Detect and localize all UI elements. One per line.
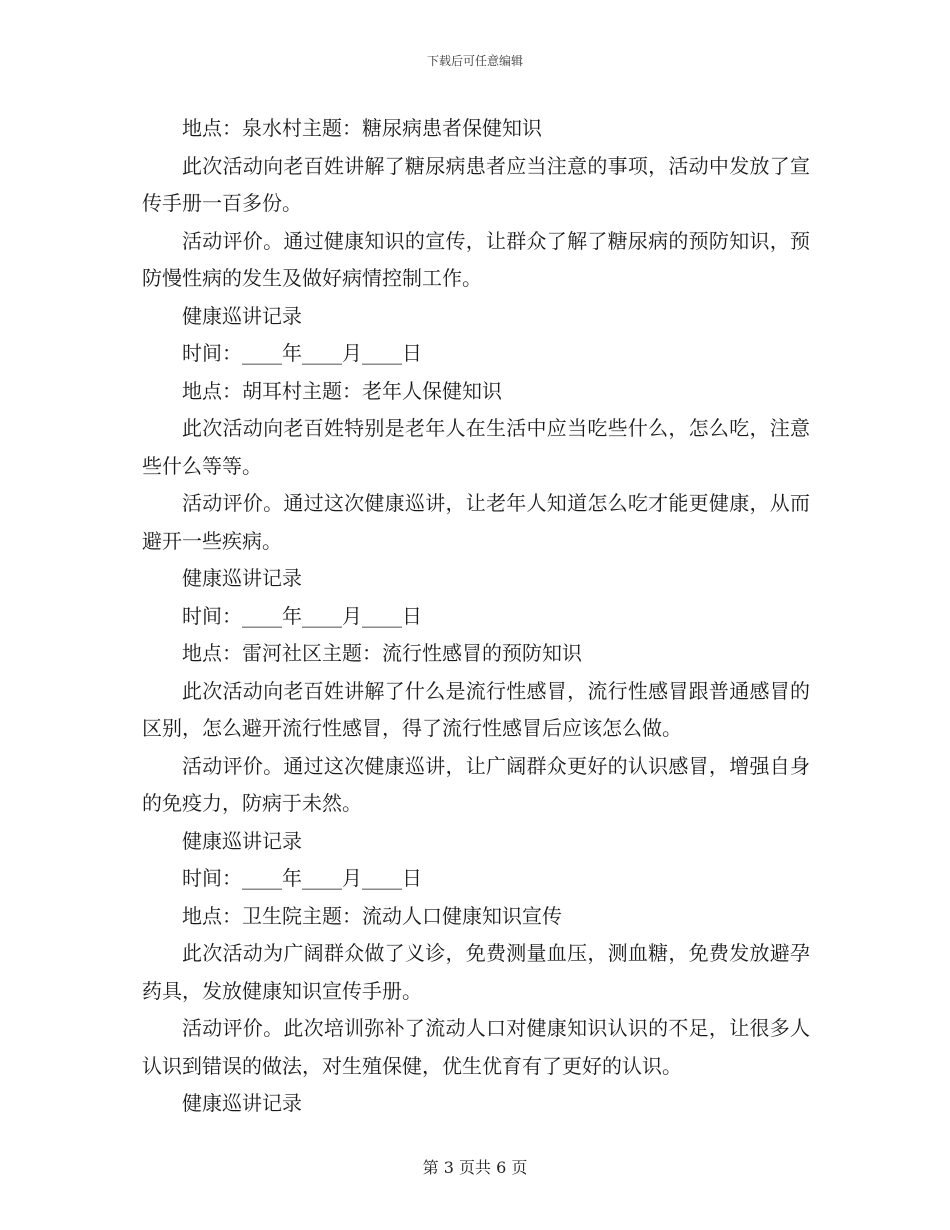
- activity-evaluation: 活动评价。通过健康知识的宣传，让群众了解了糖尿病的预防知识，预防慢性病的发生及做好病情控制工作。: [142, 228, 810, 290]
- activity-evaluation: 活动评价。通过这次健康巡讲，让广阔群众更好的认识感冒，增强自身的免疫力，防病于未然。: [142, 753, 810, 815]
- activity-description: 此次活动向老百姓讲解了糖尿病患者应当注意的事项，活动中发放了宣传手册一百多份。: [142, 153, 810, 215]
- location-theme-line: 地点：卫生院主题：流动人口健康知识宣传: [182, 903, 562, 928]
- activity-description: 此次活动为广阔群众做了义诊，免费测量血压，测血糖，免费发放避孕药具，发放健康知识宣传手册。: [142, 941, 810, 1003]
- record-heading: 健康巡讲记录: [182, 828, 302, 853]
- activity-description: 此次活动向老百姓讲解了什么是流行性感冒，流行性感冒跟普通感冒的区别，怎么避开流行性感冒，得了流行性感冒后应该怎么做。: [142, 678, 810, 740]
- activity-description: 此次活动向老百姓特别是老年人在生活中应当吃些什么，怎么吃，注意些什么等等。: [142, 416, 810, 478]
- record-heading: 健康巡讲记录: [182, 566, 302, 590]
- record-heading: 健康巡讲记录: [182, 303, 302, 328]
- date-line: 时间：____年____月____日: [182, 341, 422, 365]
- location-theme-line: 地点：胡耳村主题：老年人保健知识: [182, 378, 502, 403]
- date-line: 时间：____年____月____日: [182, 866, 422, 890]
- location-theme-line: 地点：雷河社区主题：流行性感冒的预防知识: [182, 641, 582, 665]
- page-header: 下载后可任意编辑: [426, 54, 523, 68]
- activity-evaluation: 活动评价。此次培训弥补了流动人口对健康知识认识的不足，让很多人认识到错误的做法，对生殖保健，优生优育有了更好的认识。: [142, 1016, 810, 1078]
- activity-evaluation: 活动评价。通过这次健康巡讲，让老年人知道怎么吃才能更健康，从而避开一些疾病。: [142, 491, 810, 553]
- document-body: [142, 110, 810, 1123]
- page-footer: 第 3 页共 6 页: [422, 1158, 528, 1177]
- record-heading: 健康巡讲记录: [182, 1091, 302, 1115]
- date-line: 时间：____年____月____日: [182, 603, 422, 628]
- location-theme-line: 地点：泉水村主题：糖尿病患者保健知识: [182, 116, 542, 140]
